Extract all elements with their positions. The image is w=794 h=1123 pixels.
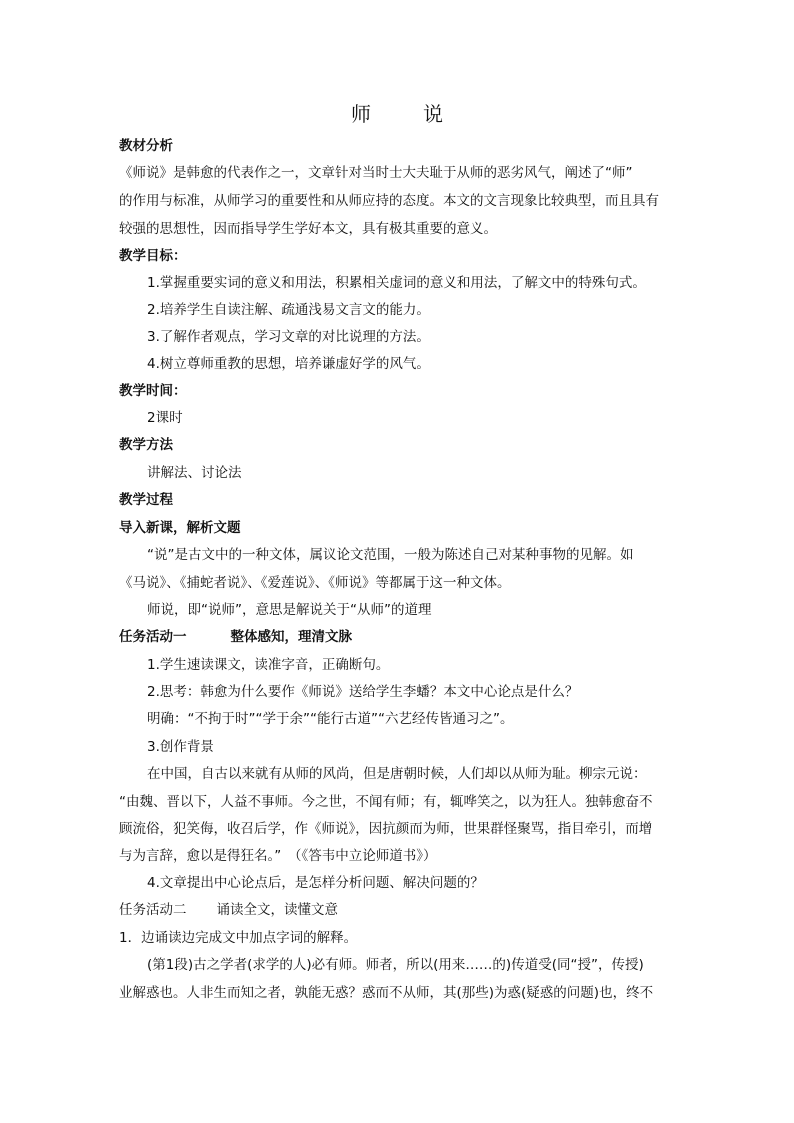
doc-title: 师 说 [351, 102, 459, 126]
heading-process: 教学过程 [119, 492, 173, 508]
heading-analysis: 教材分析 [119, 138, 173, 154]
analysis-line: 较强的思想性，因而指导学生学好本文，具有极其重要的意义。 [119, 221, 497, 237]
goal-item: 3.了解作者观点，学习文章的对比说理的方法。 [147, 329, 430, 345]
goal-item: 1.掌握重要实词的意义和用法，积累相关虚词的意义和用法，了解文中的特殊句式。 [147, 275, 646, 291]
task2-item: 1．边诵读边完成文中加点字词的解释。 [119, 930, 358, 946]
task2-title: 诵读全文，读懂文意 [216, 902, 338, 918]
task1-label: 任务活动一 [119, 629, 187, 645]
task1-item: 明确：“不拘于时”“学于余”“能行古道”“六艺经传皆通习之”。 [147, 711, 514, 727]
analysis-line: 的作用与标准，从师学习的重要性和从师应持的态度。本文的文言现象比较典型，而且具有 [119, 193, 659, 209]
intro-line: 《马说》、《捕蛇者说》、《爱莲说》、《师说》等都属于这一种文体。 [119, 575, 511, 591]
task2-label: 任务活动二 [119, 902, 187, 918]
heading-goals: 教学目标： [119, 248, 187, 264]
paragraph-line: 业解惑也。人非生而知之者，孰能无惑？惑而不从师，其(那些)为惑(疑惑的问题)也，终不 [119, 985, 654, 1001]
background-line: “由魏、晋以下，人益不事师。今之世，不闻有师；有，辄哗笑之，以为狂人。独韩愈奋不 [119, 794, 653, 810]
task1-title: 整体感知，理清文脉 [230, 629, 352, 645]
background-line: 顾流俗，犯笑侮，收召后学，作《师说》，因抗颜而为师，世果群怪聚骂，指目牵引，而增 [119, 821, 653, 837]
method-value: 讲解法、讨论法 [147, 465, 242, 481]
goal-item: 2.培养学生自读注解、疏通浅易文言文的能力。 [147, 302, 430, 318]
intro-line: “说”是古文中的一种文体，属议论文范围，一般为陈述自己对某种事物的见解。如 [147, 547, 634, 563]
task1-item: 3.创作背景 [147, 739, 214, 755]
heading-intro: 导入新课，解析文题 [119, 520, 241, 536]
task2-heading [119, 900, 679, 920]
paragraph-line: (第1段)古之学者(求学的人)必有师。师者，所以(用来……的)传道受(同“授”，传授) [147, 957, 644, 973]
task1-heading [119, 627, 679, 647]
goal-item: 4.树立尊师重教的思想，培养谦虚好学的风气。 [147, 356, 430, 372]
analysis-line: 《师说》是韩愈的代表作之一，文章针对当时士大夫耻于从师的恶劣风气，阐述了“师” [119, 165, 633, 181]
time-value: 2课时 [147, 410, 183, 426]
heading-time: 教学时间： [119, 383, 187, 399]
background-line: 与为言辞，愈以是得狂名。” （《答韦中立论师道书》） [119, 848, 437, 864]
intro-line: 师说，即“说师”，意思是解说关于“从师”的道理 [147, 602, 432, 618]
background-line: 在中国，自古以来就有从师的风尚，但是唐朝时候，人们却以从师为耻。柳宗元说： [147, 766, 647, 782]
heading-method: 教学方法 [119, 437, 173, 453]
task1-item: 2.思考：韩愈为什么要作《师说》送给学生李蟠？本文中心论点是什么？ [147, 684, 579, 700]
task1-item: 1.学生速读课文，读准字音，正确断句。 [147, 657, 390, 673]
task1-question-4: 4.文章提出中心论点后，是怎样分析问题、解决问题的？ [147, 875, 484, 891]
